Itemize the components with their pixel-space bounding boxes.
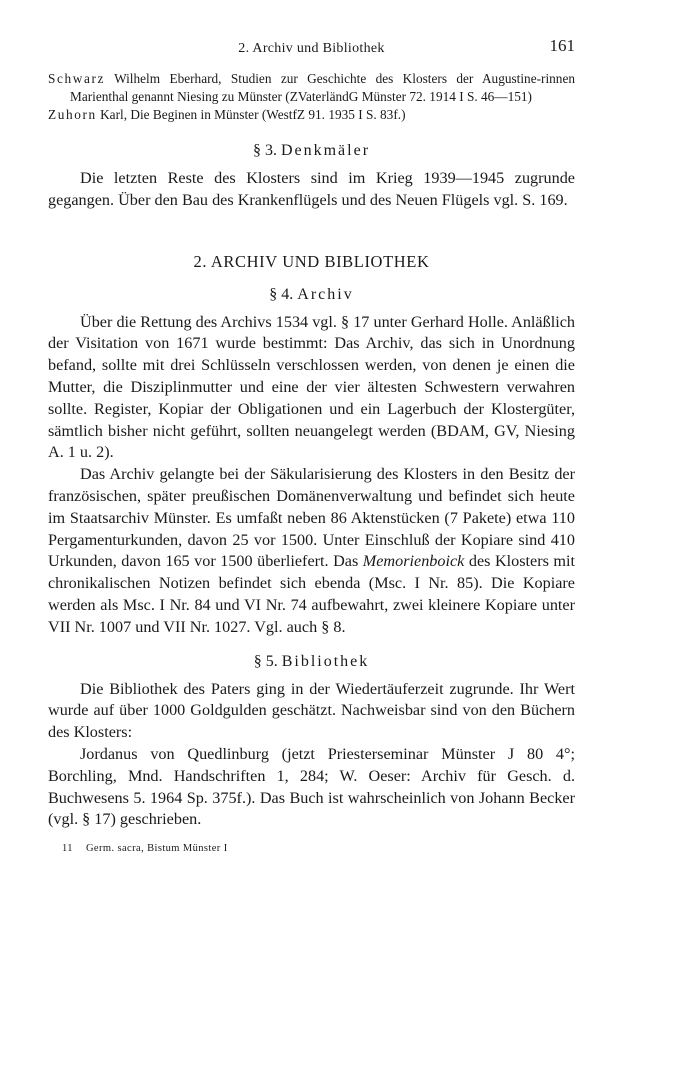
chapter-heading: 2. ARCHIV UND BIBLIOTHEK <box>193 251 430 271</box>
paragraph: Über die Rettung des Archivs 1534 vgl. § 17 unter Gerhard Holle. Anläßlich der Visitation von 1671 wurde bestimmt: Das Archiv, das sich in Unordnung befand, sollte mit drei Schlüsseln verschlossen werden, von denen je einen die Mutter, die Disziplinmutter und eine der vier ältesten Schwestern verwahren sollte. Register, Kopiar der Obligationen und ein Lagerbuch der Klostergüter, sämtlich bisher nicht geführt, sollten neuangelegt werden (BDAM, GV, Niesing A. 1 u. 2). <box>48 312 575 462</box>
paragraph-text: Das Archiv gelangte bei der Säkularisierung des Klosters in den Besitz der französischen, später preußischen Domänenverwaltung und befindet sich heute im Staatsarchiv Münster. Es umfaßt neben 86 Aktenstücken (7 Pakete) etwa 110 Pergamenturkunden, davon 25 vor 1500. Unter Einschluß der Kopiare sind 410 Urkunden, davon 165 vor 1500 überliefert. Das <box>48 465 575 571</box>
bibliography-list <box>48 70 575 124</box>
section-number: § 4. <box>269 285 294 303</box>
signature-text: Germ. sacra, Bistum Münster I <box>85 843 228 855</box>
paragraph-text: des Klosters mit chronikalischen Notizen befindet sich ebenda (Msc. I Nr. 85). Die Kopiare werden als Msc. I Nr. 84 und VI Nr. 74 aufbewahrt, zwei kleinere Kopiare unter VII Nr. 1007 und VII Nr. 1027. Vgl. auch § 8. <box>48 552 575 636</box>
section-number: § 3. <box>252 142 277 159</box>
section-heading-archiv <box>48 286 575 304</box>
section-title: Denkmäler <box>280 142 371 159</box>
running-head-title: 2. Archiv und Bibliothek <box>238 41 385 56</box>
paragraph: Die Bibliothek des Paters ging in der Wiedertäuferzeit zugrunde. Ihr Wert wurde auf über 1000 Goldgulden geschätzt. Nachweisbar sind von den Büchern des Klosters: <box>48 679 575 742</box>
book-page <box>48 36 575 854</box>
section-title: Archiv <box>297 285 354 303</box>
section-number: § 5. <box>253 652 278 670</box>
page-number: 161 <box>549 36 575 55</box>
section-heading-bibliothek <box>48 653 575 671</box>
bibliography-entry <box>48 70 575 106</box>
paragraph: Die letzten Reste des Klosters sind im Krieg 1939—1945 zugrunde gegangen. Über den Bau des Krankenflügels und des Neuen Flügels vgl. S. 169. <box>48 169 575 209</box>
paragraph <box>48 464 575 638</box>
bibliography-author: Schwarz <box>48 71 105 86</box>
bibliography-text: Karl, Die Beginen in Münster (WestfZ 91. 1935 I S. 83f.) <box>96 107 406 122</box>
section-title: Bibliothek <box>281 652 370 670</box>
bibliography-entry <box>48 106 575 124</box>
paragraph: Jordanus von Quedlinburg (jetzt Priesterseminar Münster J 80 4°; Borchling, Mnd. Handschriften 1, 284; W. Oeser: Archiv für Gesch. d. Buchwesens 5. 1964 Sp. 375f.). Das Buch ist wahrscheinlich von Johann Becker (vgl. § 17) geschrieben. <box>48 744 575 829</box>
running-head <box>48 36 575 62</box>
italic-title: Memorienboick <box>362 552 465 571</box>
section-heading-denkmaeler <box>48 142 575 160</box>
signature-number: 11 <box>62 843 73 855</box>
bibliography-author: Zuhorn <box>48 107 97 122</box>
bibliography-text: Wilhelm Eberhard, Studien zur Geschichte des Klosters der Augustine-rinnen Marienthal genannt Niesing zu Münster (ZVaterländG Münster 72. 1914 I S. 46—151) <box>70 71 575 104</box>
signature-footer <box>62 843 575 854</box>
